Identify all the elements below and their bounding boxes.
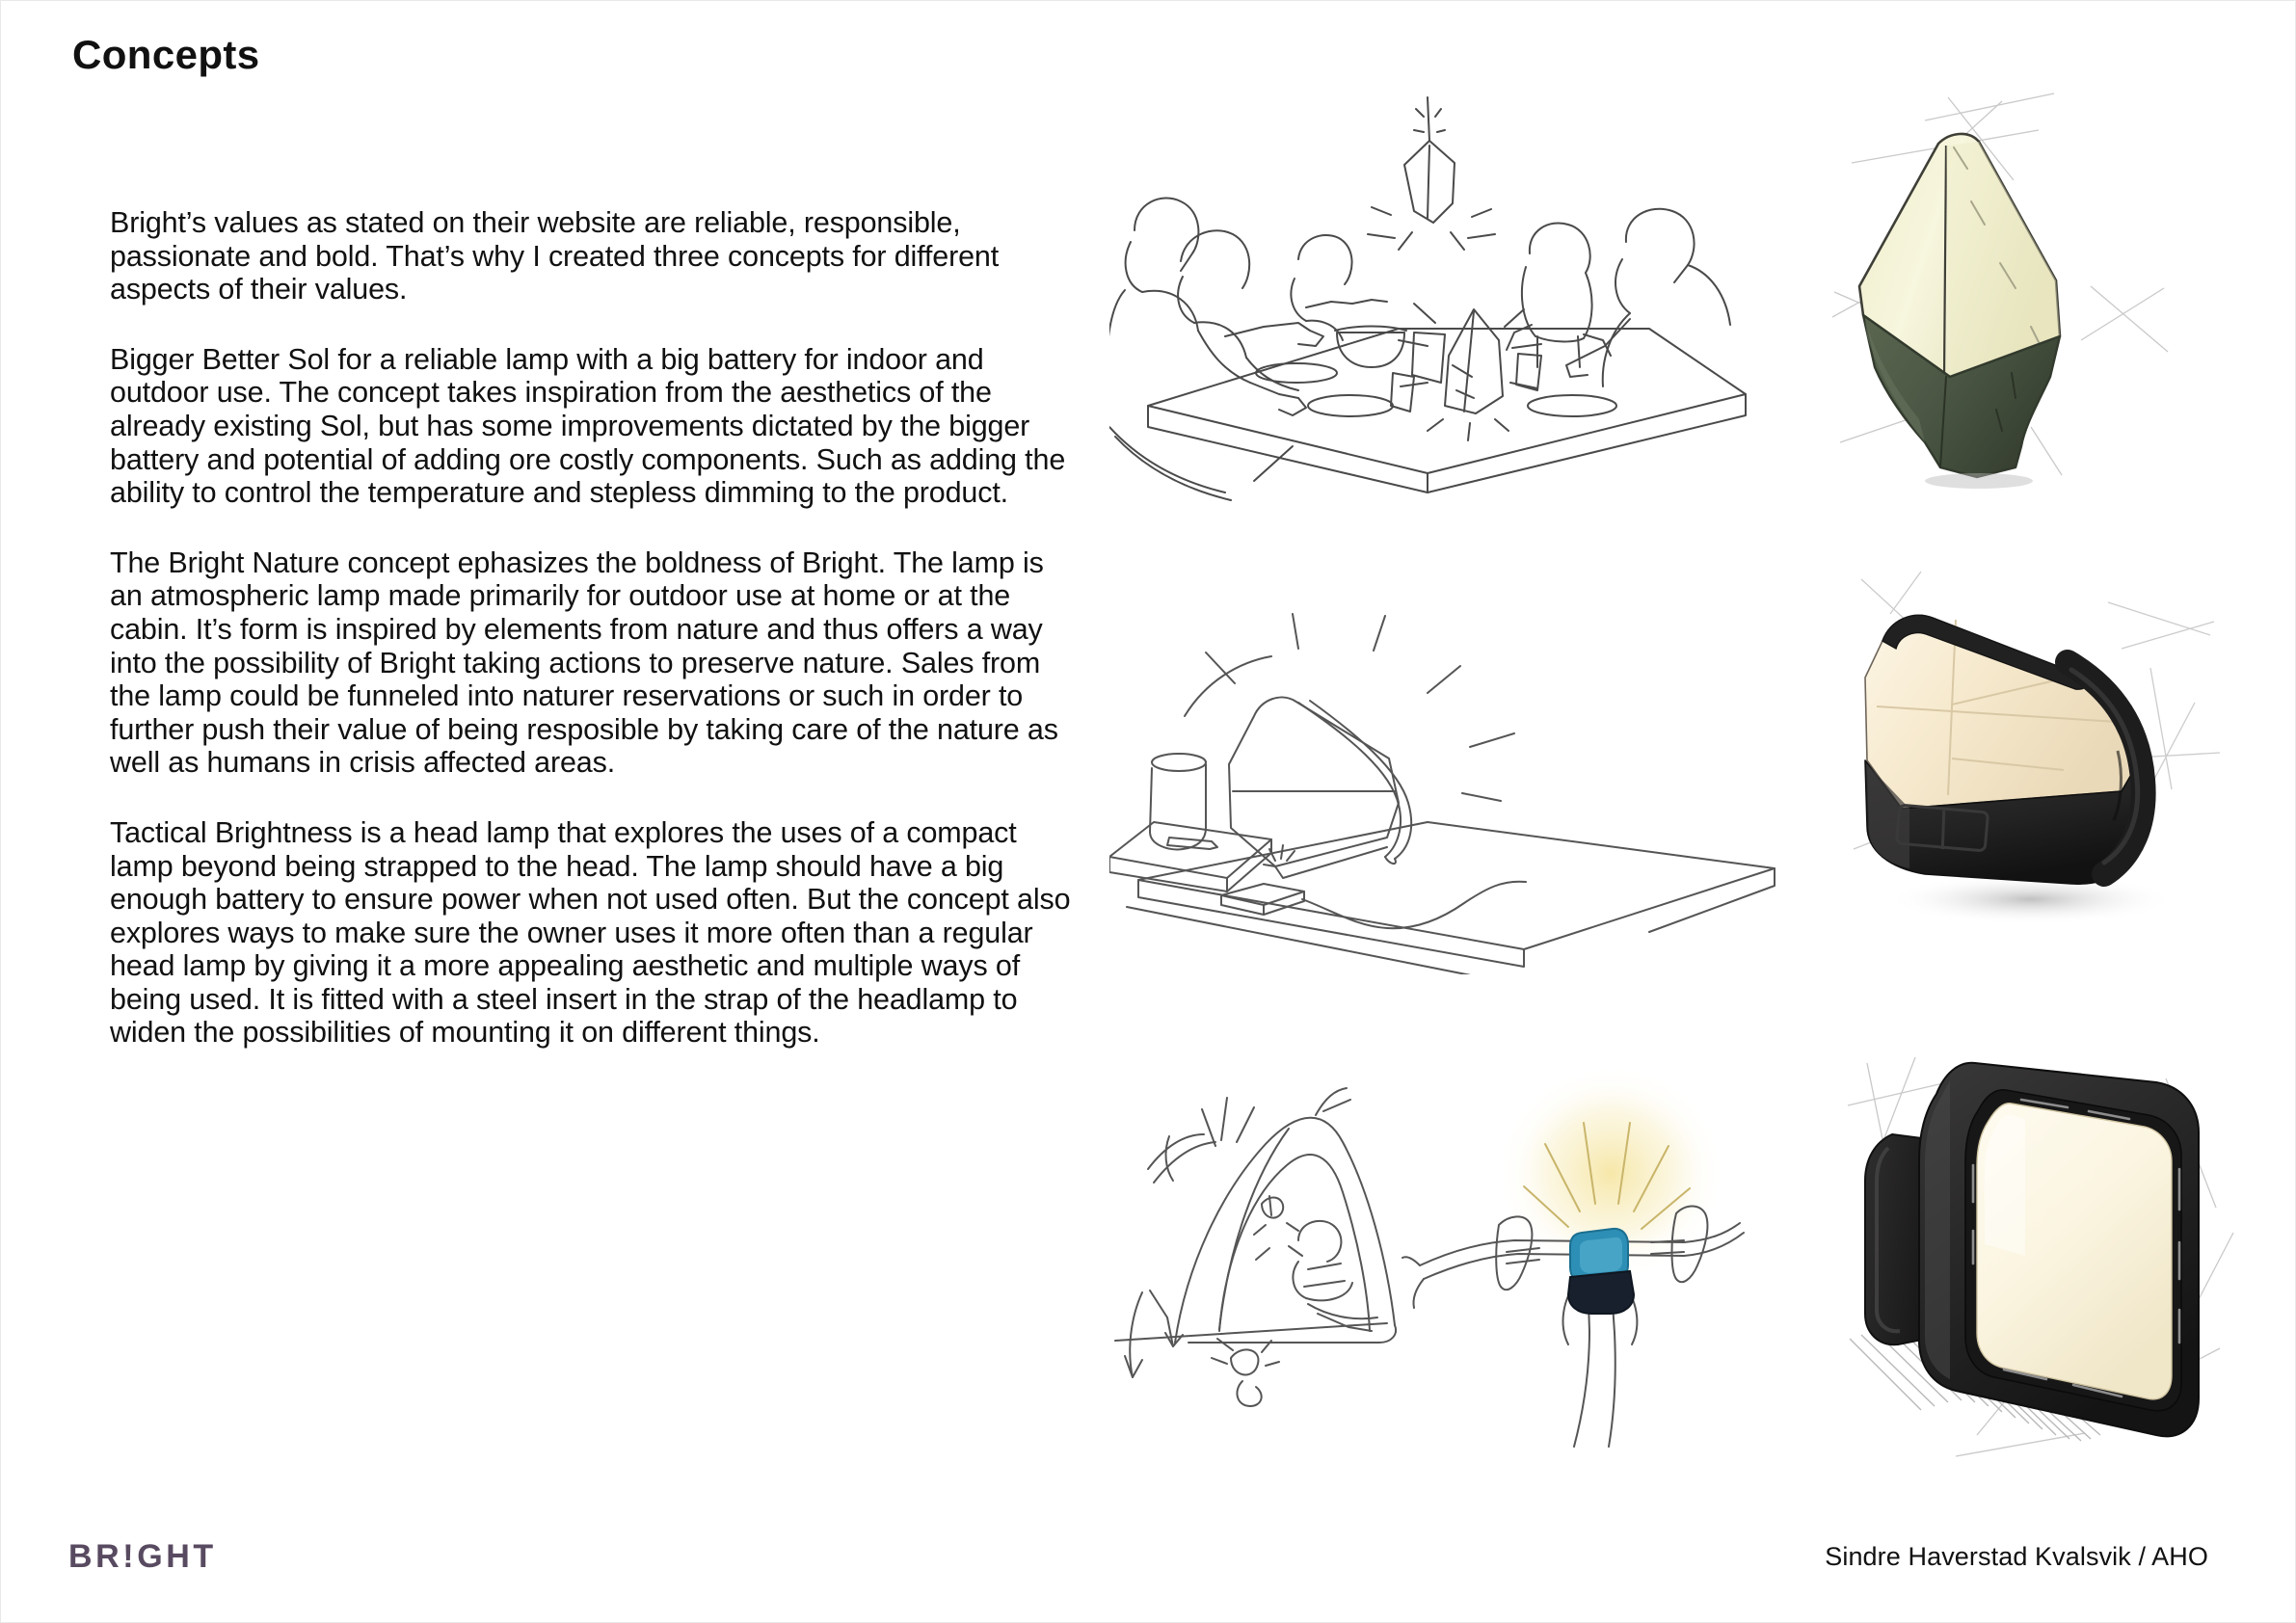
body-copy-column [110, 206, 1083, 1050]
camping-and-bike-scene-sketch [1109, 1051, 1784, 1466]
bright-logo: BR!GHT [68, 1538, 217, 1575]
author-credit: Sindre Haverstad Kvalsvik / AHO [1825, 1542, 2208, 1571]
paragraph-tactical-brightness: Tactical Brightness is a head lamp that explores the uses of a compact lamp beyond being strapped to the head. The lamp should have a big enough battery to ensure power when not used often. But the concept also explores ways to make sure the owner uses it more often than a regular head lamp by giving it a more appealing aesthetic and multiple ways of being used. It is fitted with a steel insert in the strap of the headlamp to widen the possibilities of mounting it on different things. [110, 815, 1071, 1050]
bright-nature-lamp-render [1832, 88, 2247, 502]
page-title: Concepts [72, 32, 260, 77]
media-row-tactical-brightness [1109, 1051, 2247, 1466]
tactical-brightness-render [1832, 1051, 2247, 1466]
desk-lantern-scene-sketch [1109, 560, 1784, 974]
dinner-table-scene-sketch [1109, 88, 1784, 502]
paragraph-bigger-better-sol: Bigger Better Sol for a reliable lamp with a big battery for indoor and outdoor use. The concept takes inspiration from the aesthetics of the already existing Sol, but has some improvements dictated by the bigger battery and potential of adding ore costly components. Such as adding the ability to control the temperature and stepless dimming to the product. [110, 342, 1066, 510]
paragraph-bright-nature: The Bright Nature concept ephasizes the boldness of Bright. The lamp is an atmospheric lamp made primarily for outdoor use at home or at the cabin. It’s form is inspired by elements from nature and thus offers a way into the possibility of Bright taking actions to preserve nature. Sales from the lamp could be funneled into naturer reservations or such in order to further push their value of being resposible by taking care of the nature as well as humans in crisis affected areas. [110, 545, 1058, 780]
media-column [1109, 59, 2247, 1456]
bigger-better-sol-render [1832, 560, 2247, 974]
media-row-bigger-better-sol [1109, 560, 2247, 974]
paragraph-intro: Bright’s values as stated on their website are reliable, responsible, passionate and bold. That’s why I created three concepts for different aspects of their values. [110, 206, 1000, 306]
media-row-bright-nature [1109, 88, 2247, 502]
